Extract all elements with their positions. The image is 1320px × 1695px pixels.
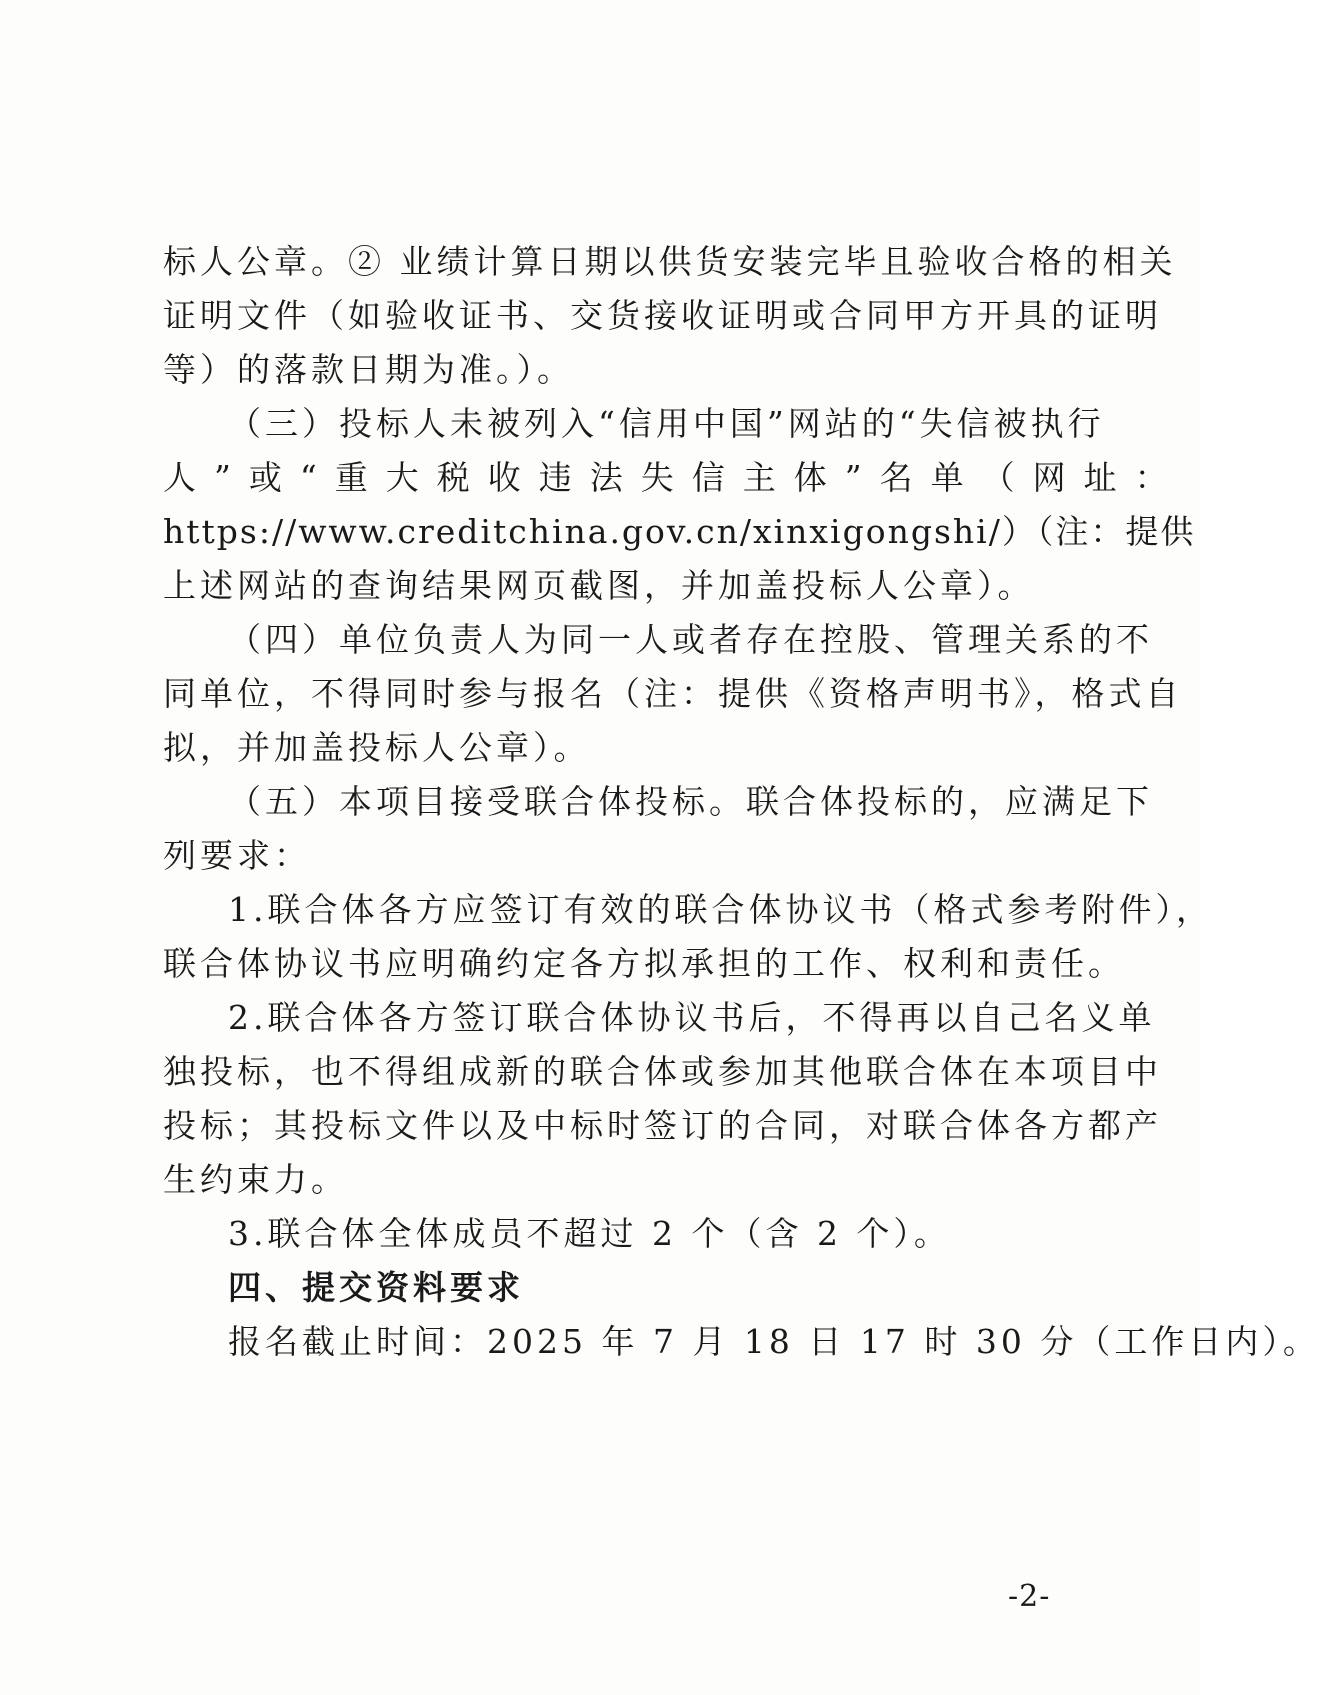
- text-line-4: （三）投标人未被列入“信用中国”网站的“失信被执行: [228, 404, 1105, 443]
- section-heading: 四、提交资料要求: [228, 1268, 524, 1307]
- text-line-19: 3.联合体全体成员不超过 2 个（含 2 个）。: [228, 1214, 951, 1253]
- text-line-1: 标人公章。② 业绩计算日期以供货安装完毕且验收合格的相关: [163, 242, 1177, 281]
- text-line-9: 同单位，不得同时参与报名（注：提供《资格声明书》，格式自: [163, 674, 1183, 713]
- deadline-line: 报名截止时间：2025 年 7 月 18 日 17 时 30 分（工作日内）。: [228, 1322, 1320, 1361]
- page-number: -2-: [1008, 1579, 1051, 1614]
- text-line-3: 等）的落款日期为准。）。: [163, 350, 574, 389]
- text-line-10: 拟，并加盖投标人公章）。: [163, 728, 591, 767]
- text-line-18: 生约束力。: [163, 1160, 348, 1199]
- text-line-7: 上述网站的查询结果网页截图，并加盖投标人公章）。: [163, 566, 1035, 605]
- text-line-13: 1.联合体各方应签订有效的联合体协议书（格式参考附件），: [228, 890, 1213, 929]
- text-line-14: 联合体协议书应明确约定各方拟承担的工作、权利和责任。: [163, 944, 1125, 983]
- text-line-2: 证明文件（如验收证书、交货接收证明或合同甲方开具的证明: [163, 296, 1162, 335]
- text-line-17: 投标；其投标文件以及中标时签订的合同，对联合体各方都产: [163, 1106, 1162, 1145]
- text-line-12: 列要求：: [163, 836, 311, 875]
- text-line-16: 独投标，也不得组成新的联合体或参加其他联合体在本项目中: [163, 1052, 1162, 1091]
- text-line-15: 2.联合体各方签订联合体协议书后，不得再以自己名义单: [228, 998, 1156, 1037]
- text-line-5: 人”或“重大税收违法失信主体”名单（网址：: [163, 458, 1186, 497]
- text-line-6-url: https://www.creditchina.gov.cn/xinxigongshi/）（注：提供: [163, 512, 1196, 551]
- text-line-11: （五）本项目接受联合体投标。联合体投标的，应满足下: [228, 782, 1153, 821]
- text-line-8: （四）单位负责人为同一人或者存在控股、管理关系的不: [228, 620, 1153, 659]
